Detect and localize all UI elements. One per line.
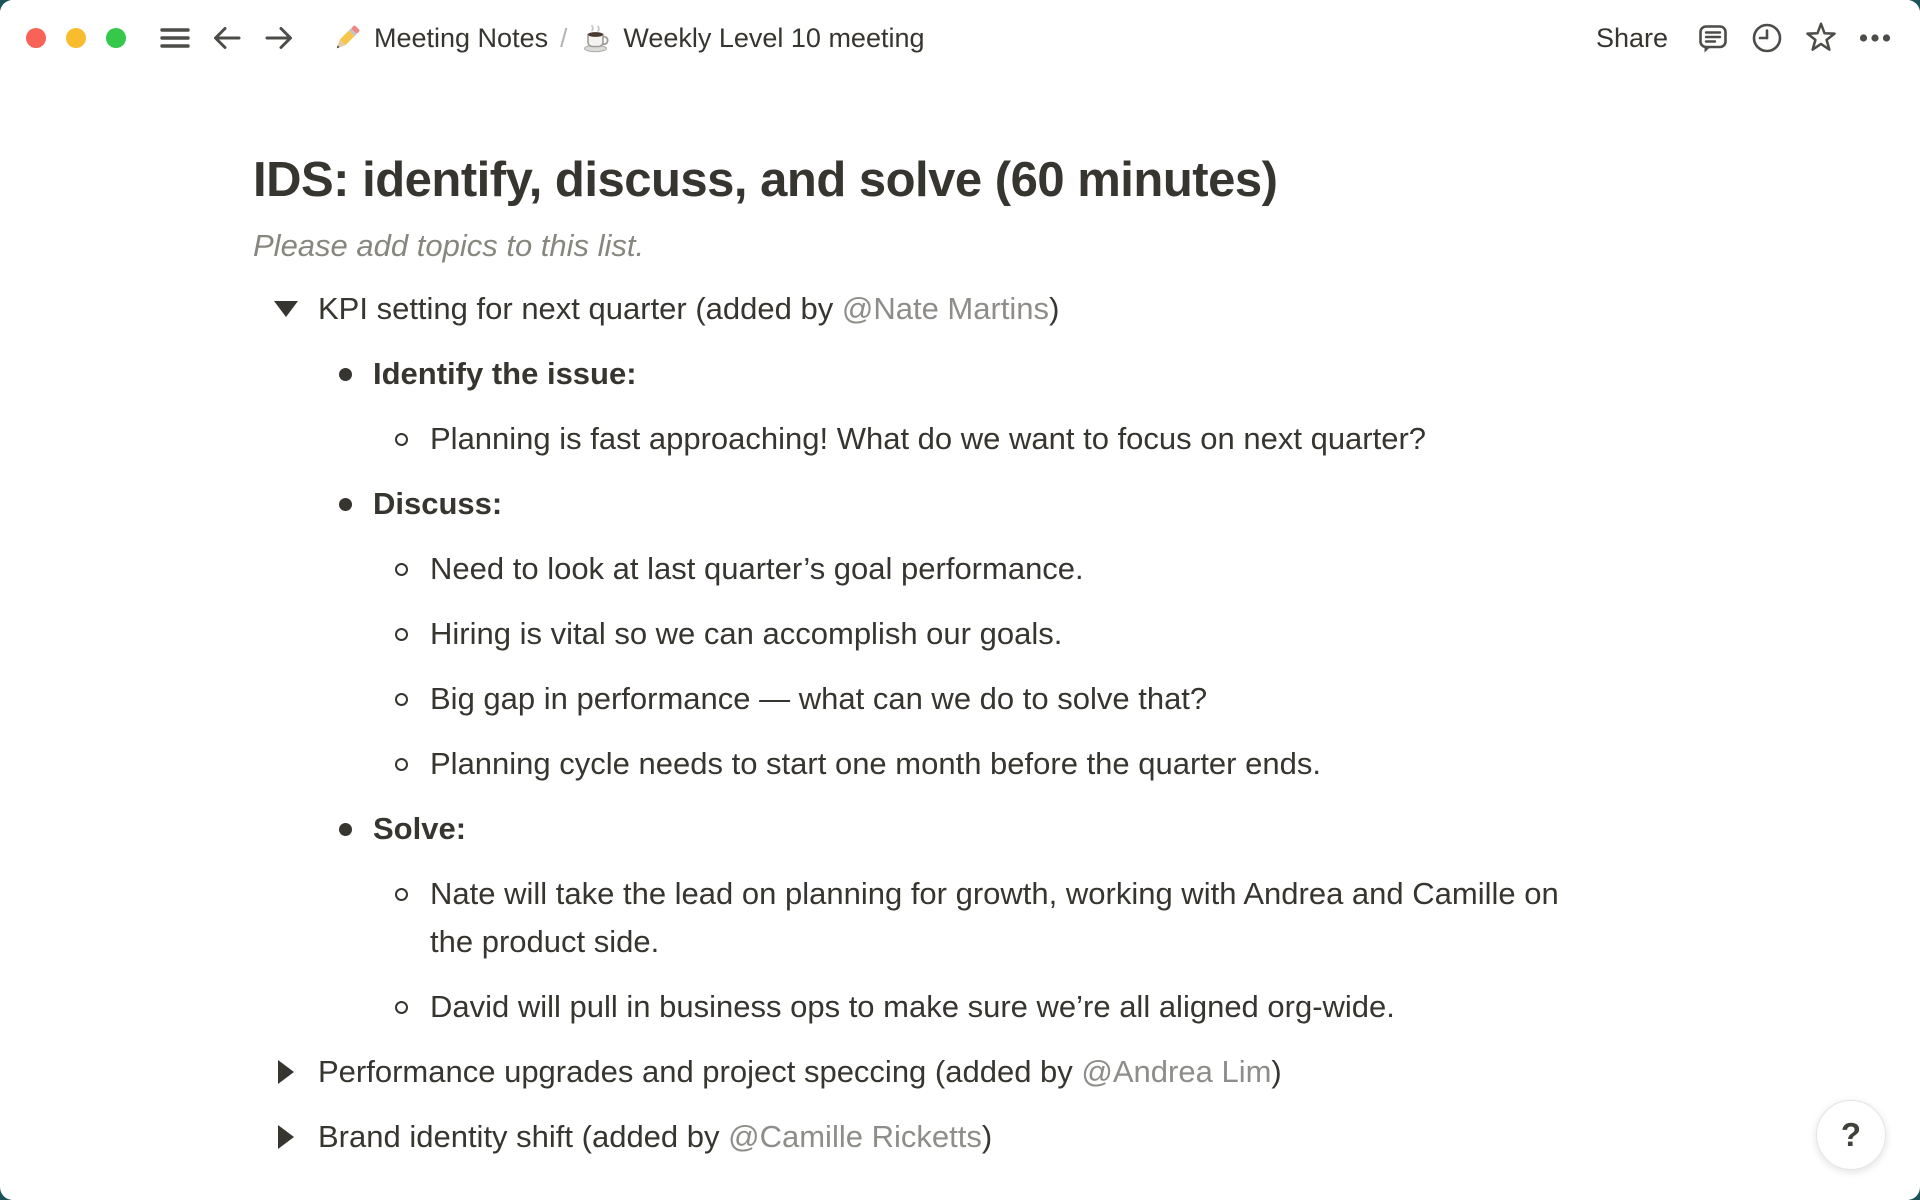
help-button[interactable]: [1816, 1100, 1886, 1170]
toggle-text-suffix: ): [1049, 291, 1060, 326]
bullet-circle-icon: [395, 433, 408, 446]
share-button[interactable]: Share: [1586, 19, 1678, 58]
breadcrumb-item-weekly-meeting[interactable]: [571, 18, 932, 58]
bullet-circle-icon: [395, 563, 408, 576]
favorite-button[interactable]: [1802, 19, 1840, 57]
bullet-text[interactable]: Planning is fast approaching! What do we want to focus on next quarter?: [430, 421, 1427, 456]
nav-buttons: [156, 19, 298, 57]
bullet-circle-icon: [395, 888, 408, 901]
page-title[interactable]: IDS: identify, discuss, and solve (60 minutes): [253, 153, 1278, 207]
more-options-button[interactable]: [1856, 19, 1894, 57]
toggle-block-performance: [253, 1048, 1605, 1096]
bullet-item: [373, 610, 1605, 658]
bullet-circle-icon: [395, 693, 408, 706]
toggle-block-kpi: [253, 285, 1605, 333]
bullet-text[interactable]: Identify the issue:: [373, 356, 637, 391]
comment-icon: [1695, 20, 1731, 56]
bullet-item-discuss: [318, 480, 1605, 528]
comments-button[interactable]: [1694, 19, 1732, 57]
page-subtitle[interactable]: Please add topics to this list.: [253, 228, 645, 263]
bullet-text[interactable]: Solve:: [373, 811, 467, 846]
star-icon: [1802, 19, 1840, 57]
bullet-circle-icon: [395, 628, 408, 641]
sidebar-menu-button[interactable]: [156, 19, 194, 57]
bullet-text[interactable]: Discuss:: [373, 486, 503, 521]
triangle-down-icon: [274, 301, 298, 317]
forward-arrow-icon: [261, 20, 297, 56]
block-list: [253, 285, 1605, 1161]
page-content: [253, 76, 1605, 1161]
toggle-text-suffix: ): [981, 1119, 993, 1154]
topbar: [0, 0, 1920, 76]
mention-andrea-lim[interactable]: @Andrea Lim: [1081, 1054, 1272, 1089]
toggle-text-prefix: KPI setting for next quarter (added by: [318, 291, 842, 326]
close-window-button[interactable]: [26, 28, 46, 48]
clock-icon: [1749, 20, 1785, 56]
mention-camille-ricketts[interactable]: @Camille Ricketts: [728, 1119, 982, 1154]
bullet-text[interactable]: Big gap in performance — what can we do to solve that?: [430, 681, 1208, 716]
toggle-text[interactable]: [318, 285, 1605, 333]
bullet-item: [373, 870, 1605, 966]
bullet-circle-icon: [395, 758, 408, 771]
toggle-text-prefix: Performance upgrades and project speccing (added by: [318, 1054, 1082, 1089]
breadcrumb-label: Meeting Notes: [374, 22, 549, 53]
bullet-text[interactable]: Nate will take the lead on planning for growth, working with Andrea and Camille on the product side.: [430, 876, 1559, 959]
bullet-text[interactable]: Hiring is vital so we can accomplish our goals.: [430, 616, 1063, 651]
history-button[interactable]: [1748, 19, 1786, 57]
bullet-item-identify: [318, 350, 1605, 398]
bullet-icon: [339, 368, 352, 381]
toggle-text-suffix: ): [1271, 1054, 1282, 1089]
bullet-item: [373, 983, 1605, 1031]
coffee-emoji: [579, 21, 613, 55]
triangle-right-icon: [278, 1060, 294, 1084]
window-controls: [26, 28, 126, 48]
bullet-icon: [339, 823, 352, 836]
bullet-icon: [339, 498, 352, 511]
forward-button[interactable]: [260, 19, 298, 57]
bullet-item: [373, 415, 1605, 463]
back-button[interactable]: [208, 19, 246, 57]
breadcrumb-item-meeting-notes[interactable]: [322, 18, 556, 58]
breadcrumb-label: Weekly Level 10 meeting: [623, 22, 925, 53]
bullet-item-solve: [318, 805, 1605, 853]
bullet-circle-icon: [395, 1001, 408, 1014]
bullet-text[interactable]: David will pull in business ops to make sure we’re all aligned org-wide.: [430, 989, 1395, 1024]
breadcrumb: [322, 18, 933, 58]
toggle-text[interactable]: [318, 1048, 1605, 1096]
bullet-text[interactable]: Planning cycle needs to start one month before the quarter ends.: [430, 746, 1321, 781]
toggle-text[interactable]: [318, 1113, 1605, 1161]
toggle-expand-button[interactable]: [271, 1122, 301, 1152]
toggle-expand-button[interactable]: [271, 1057, 301, 1087]
pencil-emoji: [330, 21, 364, 55]
bullet-text[interactable]: Need to look at last quarter’s goal performance.: [430, 551, 1084, 586]
toggle-text-prefix: Brand identity shift (added by: [318, 1119, 729, 1154]
minimize-window-button[interactable]: [66, 28, 86, 48]
toggle-expand-button[interactable]: [271, 294, 301, 324]
bullet-item: [373, 675, 1605, 723]
bullet-item: [373, 545, 1605, 593]
help-button-label: ?: [1840, 1116, 1862, 1153]
mention-nate-martins[interactable]: @Nate Martins: [841, 291, 1050, 326]
ellipsis-icon: [1857, 20, 1893, 56]
bullet-item: [373, 740, 1605, 788]
back-arrow-icon: [209, 20, 245, 56]
hamburger-icon: [157, 20, 193, 56]
topbar-actions: [1586, 19, 1894, 58]
zoom-window-button[interactable]: [106, 28, 126, 48]
toggle-block-brand: [253, 1113, 1605, 1161]
triangle-right-icon: [278, 1125, 294, 1149]
breadcrumb-separator: /: [560, 22, 568, 53]
